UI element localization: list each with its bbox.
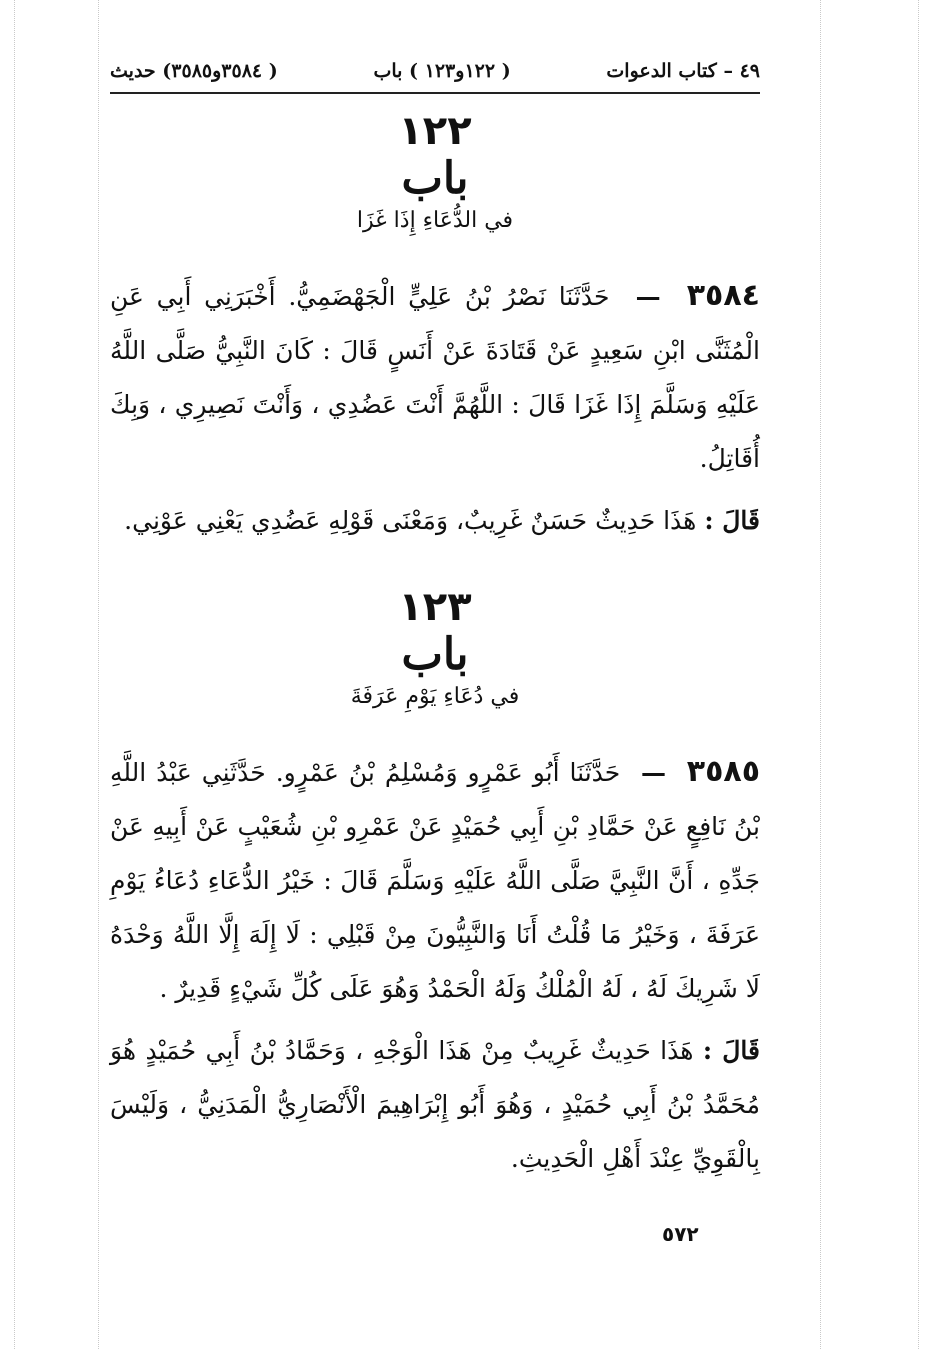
commentary-label: قَالَ : [704,506,760,536]
commentary-paragraph [110,1024,760,1186]
commentary-text: هَذَا حَدِيثٌ حَسَنٌ غَرِيبٌ، وَمَعْنَى قَوْلِهِ عَضُدِي يَعْنِي عَوْنِي. [124,506,697,536]
scan-guide-line [918,0,919,1349]
commentary-text: هَذَا حَدِيثٌ غَرِيبٌ مِنْ هَذَا الْوَجْهِ ، وَحَمَّادُ بْنُ أَبِي حُمَيْدٍ هُوَ مُحَمَّدُ بْنُ أَبِي حُمَيْدٍ ، وَهُوَ أَبُو إِبْرَاهِيمَ الْأَنْصَارِيُّ الْمَدَنِيُّ ، وَلَيْسَ بِالْقَوِيِّ عِنْدَ أَهْلِ الْحَدِيثِ. [110,1036,760,1174]
commentary-paragraph [110,494,760,548]
commentary-label: قَالَ : [702,1036,760,1066]
running-head-hadith-range: ( ٣٥٨٤و٣٥٨٥) حديث [110,60,278,82]
book-page [110,60,760,1186]
running-head [110,60,760,94]
hadith-paragraph [110,745,760,1016]
hadith-paragraph [110,269,760,486]
chapter-number: ١٢٣ [398,584,472,631]
chapter-title: باب [401,153,469,204]
chapter-subtitle: في الدُّعَاءِ إِذَا غَزَا [356,208,514,234]
scan-guide-line [14,0,15,1349]
running-head-book: ٤٩ – كتاب الدعوات [606,60,760,82]
chapter-subtitle: في دُعَاءِ يَوْمِ عَرَفَةَ [350,684,520,710]
hadith-number: ٣٥٨٤ [686,278,760,314]
hadith-text: حَدَّثَنَا أَبُو عَمْرٍو وَمُسْلِمُ بْنُ عَمْرٍو. حَدَّثَنِي عَبْدُ اللَّهِ بْنُ نَافِعٍ عَنْ حَمَّادِ بْنِ أَبِي حُمَيْدٍ عَنْ عَمْرِو بْنِ شُعَيْبٍ عَنْ أَبِيهِ عَنْ جَدِّهِ ، أَنَّ النَّبِيَّ صَلَّى اللَّهُ عَلَيْهِ وَسَلَّمَ قَالَ : خَيْرُ الدُّعَاءِ دُعَاءُ يَوْمِ عَرَفَةَ ، وَخَيْرُ مَا قُلْتُ أَنَا وَالنَّبِيُّونَ مِنْ قَبْلِي : لَا إِلَهَ إِلَّا اللَّهُ وَحْدَهُ لَا شَرِيكَ لَهُ ، لَهُ الْمُلْكُ وَلَهُ الْحَمْدُ وَهُوَ عَلَى كُلِّ شَيْءٍ قَدِيرٌ . [110,758,760,1004]
page-number: ٥٧٢ [662,1222,699,1246]
chapter-heading [110,584,760,709]
chapter-number: ١٢٢ [398,108,472,154]
hadith-text: حَدَّثَنَا نَصْرُ بْنُ عَلِيٍّ الْجَهْضَمِيُّ. أَخْبَرَنِي أَبِي عَنِ الْمُثَنَّى ابْنِ سَعِيدٍ عَنْ قَتَادَةَ عَنْ أَنَسٍ قَالَ : كَانَ النَّبِيُّ صَلَّى اللَّهُ عَلَيْهِ وَسَلَّمَ إِذَا غَزَا قَالَ : اللَّهُمَّ أَنْتَ عَضُدِي ، وَأَنْتَ نَصِيرِي ، وَبِكَ أُقَاتِلُ. [110,282,760,474]
hadith-dash: — [630,758,677,788]
running-head-chapters: ( ١٢٢و١٢٣ ) باب [373,60,511,82]
hadith-dash: — [622,282,675,312]
scan-guide-line [820,0,821,1349]
chapter-heading [110,108,760,233]
chapter-title: باب [401,629,469,681]
scan-guide-line [98,0,99,1349]
hadith-number: ٣٥٨٥ [686,754,761,790]
